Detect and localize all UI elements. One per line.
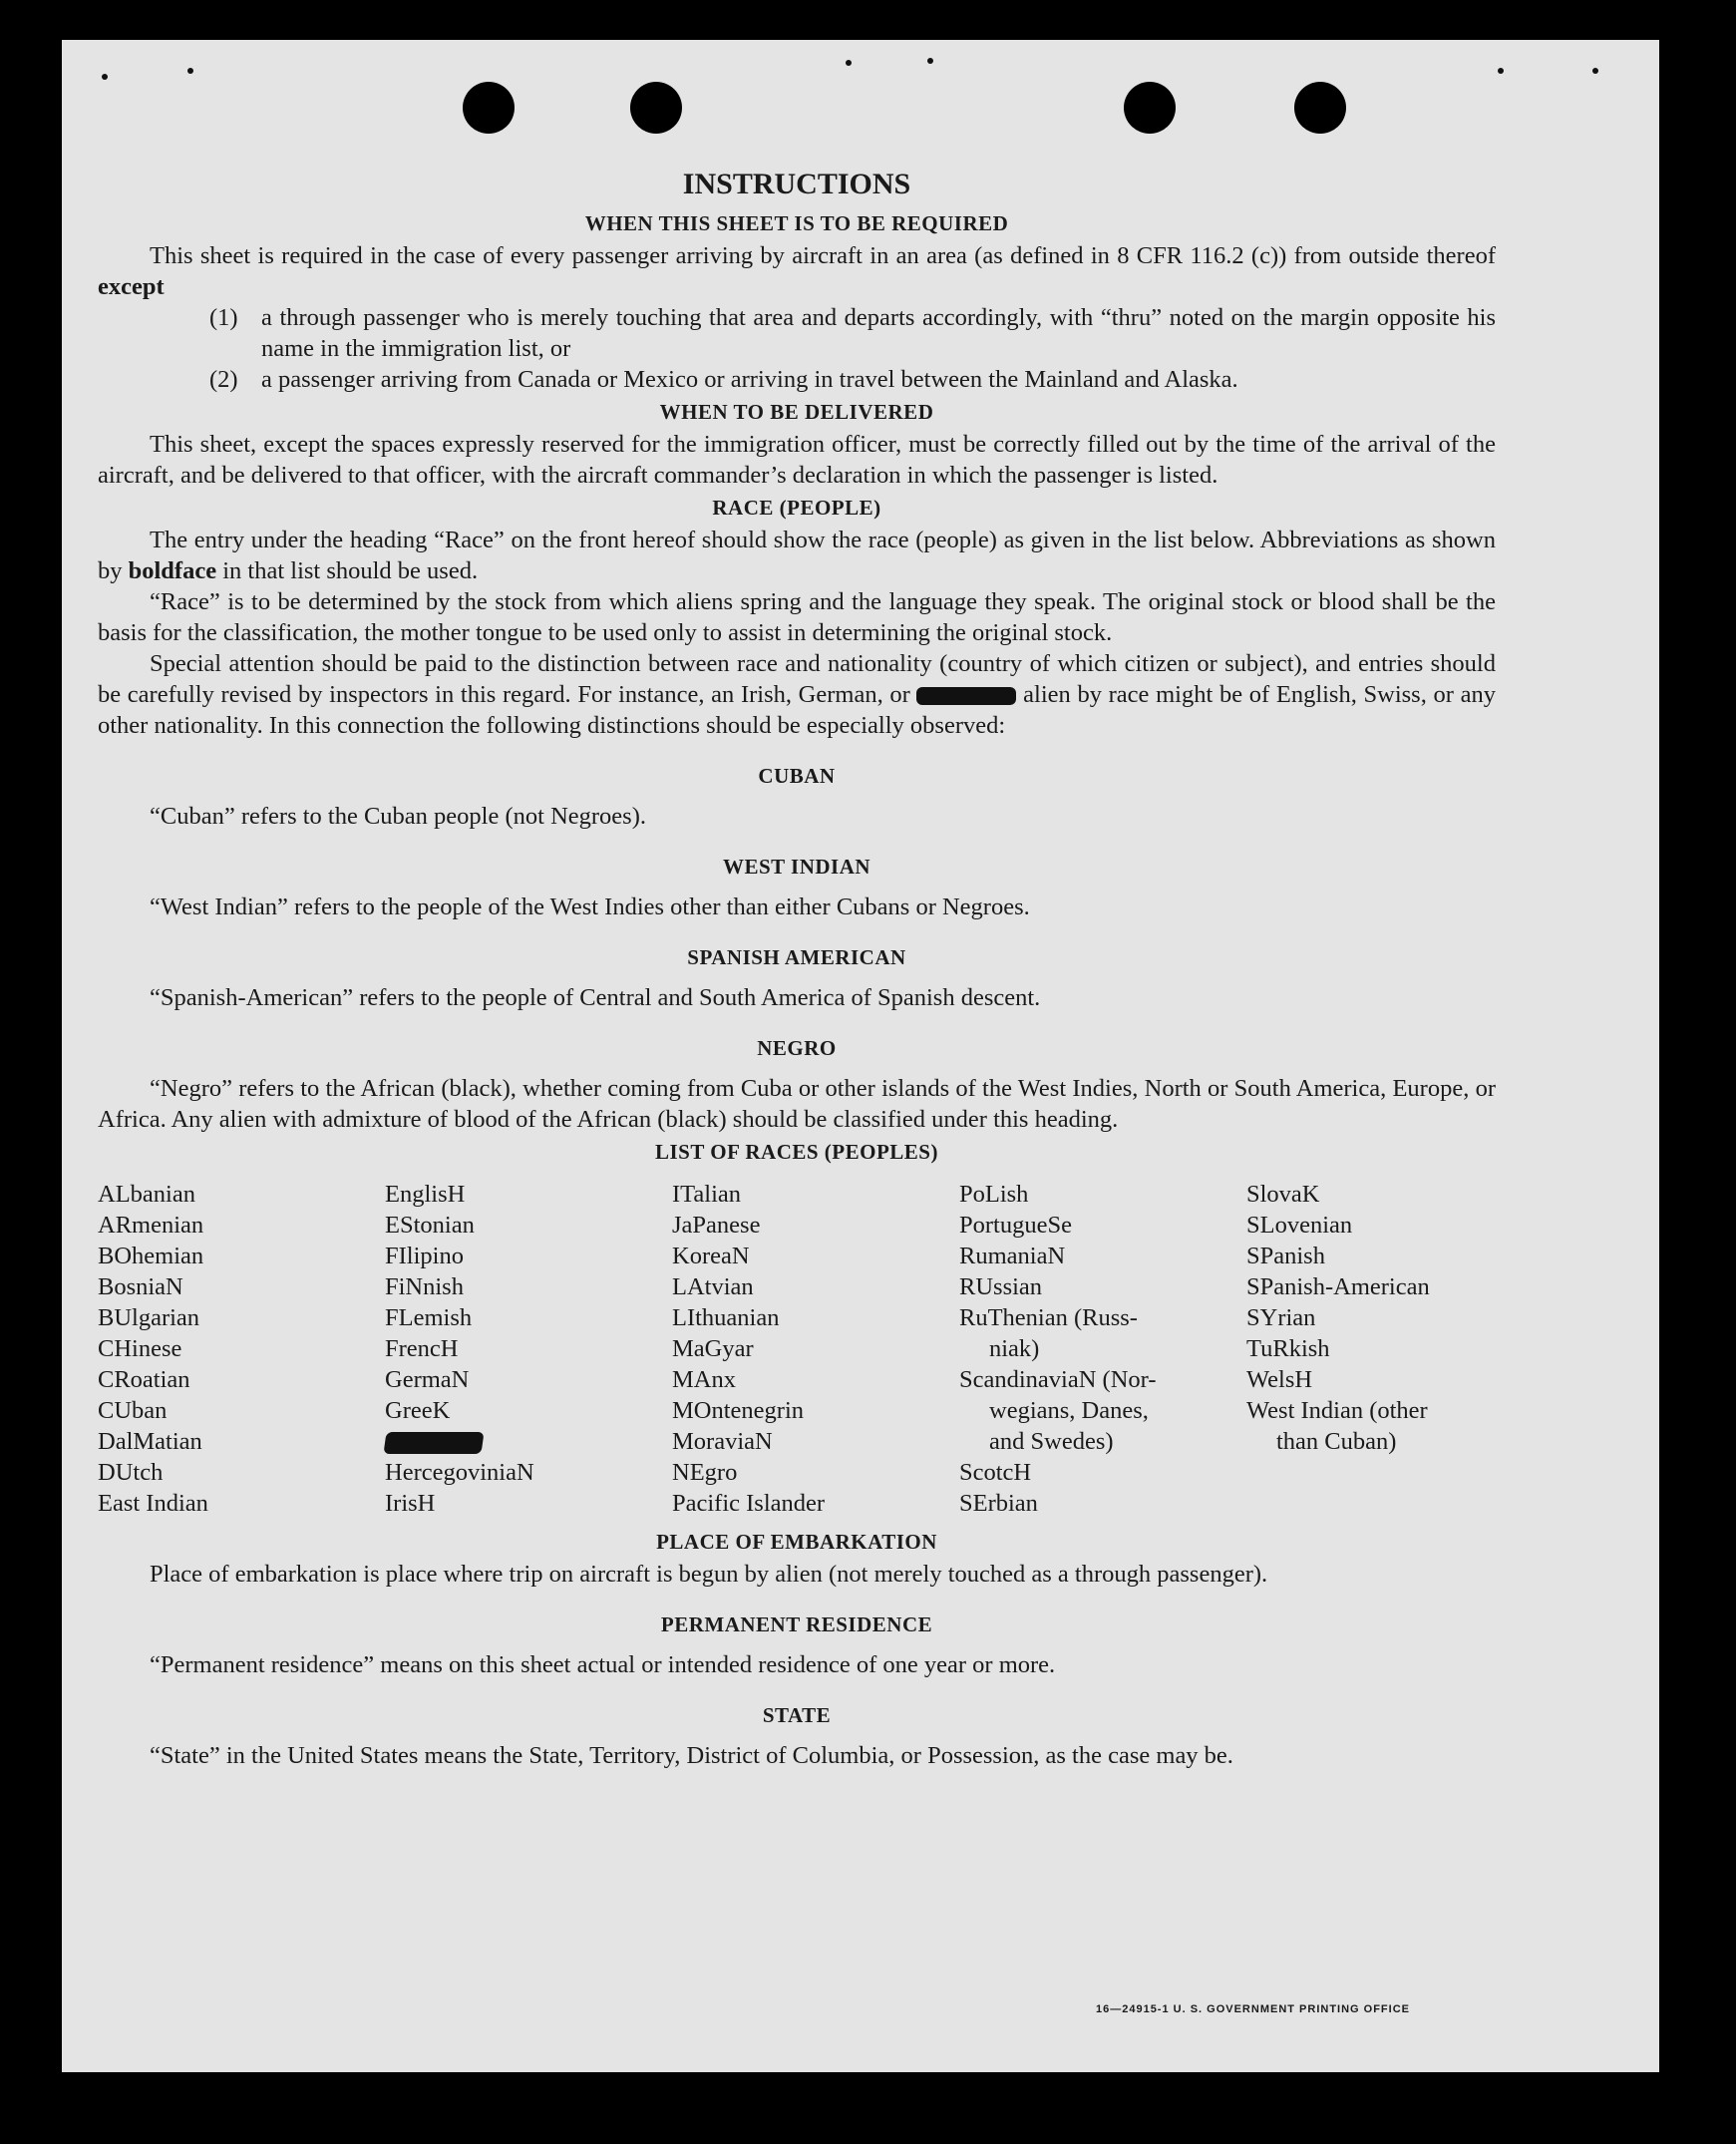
- race-column: [385, 1179, 672, 1519]
- section-heading: WHEN TO BE DELIVERED: [659, 400, 934, 424]
- race-item: ARmenian: [98, 1212, 204, 1239]
- race-list: [98, 1179, 1496, 1519]
- redacted-race-item: [385, 1426, 672, 1457]
- paragraph: “Permanent residence” means on this sheet actual or intended residence of one year or more.: [150, 1651, 1056, 1678]
- race-item: MoraviaN: [672, 1428, 773, 1455]
- speck: [102, 74, 108, 80]
- race-item: EStonian: [385, 1212, 475, 1239]
- redaction-mark: [916, 687, 1016, 705]
- speck: [1592, 68, 1598, 74]
- race-item: MAnx: [672, 1366, 736, 1393]
- race-item: Pacific Islander: [672, 1490, 826, 1517]
- race-item: FIlipino: [385, 1243, 464, 1269]
- race-item: SPanish-American: [1246, 1273, 1430, 1300]
- punch-hole: [463, 82, 515, 134]
- document-sheet: [62, 40, 1659, 2072]
- race-column: [959, 1179, 1246, 1519]
- speck: [846, 60, 852, 66]
- paragraph: Special attention should be paid to the distinction between race and nationality (country of which citizen or subject), and entries should be carefully revised by inspectors in this regard. For instance, an Irish, German, or alien by race might be of English, Swiss, or any other nationality. In this connection the following distinctions should be especially observed:: [98, 650, 1496, 739]
- race-item: ITalian: [672, 1181, 742, 1208]
- race-item: niak): [989, 1335, 1040, 1362]
- race-item: DUtch: [98, 1459, 164, 1486]
- race-item: ScandinaviaN (Nor-: [959, 1366, 1157, 1393]
- instructions-content: [98, 165, 1496, 1771]
- race-item: MOntenegrin: [672, 1397, 804, 1424]
- race-item: GermaN: [385, 1366, 470, 1393]
- race-item: ScotcH: [959, 1459, 1032, 1486]
- race-item: SPanish: [1246, 1243, 1325, 1269]
- race-item: BUlgarian: [98, 1304, 200, 1331]
- race-item: NEgro: [672, 1459, 738, 1486]
- race-item: ALbanian: [98, 1181, 195, 1208]
- section-heading: RACE (PEOPLE): [712, 496, 881, 520]
- section-heading: WHEN THIS SHEET IS TO BE REQUIRED: [584, 211, 1009, 235]
- section-heading: STATE: [762, 1703, 832, 1727]
- punch-hole: [630, 82, 682, 134]
- speck: [927, 58, 933, 64]
- race-item: LIthuanian: [672, 1304, 780, 1331]
- section-heading: SPANISH AMERICAN: [687, 945, 906, 969]
- section-heading: LIST OF RACES (PEOPLES): [655, 1140, 938, 1164]
- printer-imprint: 16—24915-1 U. S. GOVERNMENT PRINTING OFFICE: [1095, 2003, 1410, 2015]
- race-item: MaGyar: [672, 1335, 754, 1362]
- race-item: West Indian (other: [1246, 1397, 1428, 1424]
- speck: [1498, 68, 1504, 74]
- paragraph: “Negro” refers to the African (black), whether coming from Cuba or other islands of the West Indies, North or South America, Europe, or Africa. Any alien with admixture of blood of the African (black) should be classified under this heading.: [98, 1075, 1496, 1133]
- section-heading: NEGRO: [757, 1036, 837, 1060]
- race-item: JaPanese: [672, 1212, 761, 1239]
- race-item: RUssian: [959, 1273, 1043, 1300]
- race-item: SErbian: [959, 1490, 1038, 1517]
- punch-hole: [1124, 82, 1176, 134]
- race-item: FrencH: [385, 1335, 459, 1362]
- race-item: GreeK: [385, 1397, 451, 1424]
- race-item: EnglisH: [385, 1181, 466, 1208]
- race-item: CHinese: [98, 1335, 182, 1362]
- race-item: PortugueSe: [959, 1212, 1072, 1239]
- paragraph: “Spanish-American” refers to the people of Central and South America of Spanish descent.: [150, 984, 1041, 1011]
- paragraph: This sheet, except the spaces expressly reserved for the immigration officer, must be correctly filled out by the time of the arrival of the aircraft, and be delivered to that officer, with the aircraft commander’s declaration in which the passenger is listed.: [98, 431, 1496, 489]
- race-item: HercegoviniaN: [385, 1459, 534, 1486]
- race-item: and Swedes): [989, 1428, 1114, 1455]
- paragraph: “West Indian” refers to the people of the West Indies other than either Cubans or Negroes.: [150, 893, 1030, 920]
- section-heading: CUBAN: [758, 764, 836, 788]
- race-item: RuThenian (Russ-: [959, 1304, 1138, 1331]
- page-title: INSTRUCTIONS: [682, 168, 911, 200]
- race-item: wegians, Danes,: [989, 1397, 1149, 1424]
- race-item: BosniaN: [98, 1273, 183, 1300]
- section-heading: PLACE OF EMBARKATION: [656, 1530, 937, 1554]
- race-item: FiNnish: [385, 1273, 464, 1300]
- paragraph: “Race” is to be determined by the stock from which aliens spring and the language they speak. The original stock or blood shall be the basis for the classification, the mother tongue to be used only to assist in determining the original stock.: [98, 588, 1496, 646]
- race-item: FLemish: [385, 1304, 473, 1331]
- race-item: IrisH: [385, 1490, 436, 1517]
- section-heading: PERMANENT RESIDENCE: [660, 1612, 933, 1636]
- race-item: KoreaN: [672, 1243, 750, 1269]
- race-item: LAtvian: [672, 1273, 754, 1300]
- race-column: [672, 1179, 959, 1519]
- race-column: [98, 1179, 385, 1519]
- race-item: PoLish: [959, 1181, 1029, 1208]
- race-item: CRoatian: [98, 1366, 190, 1393]
- list-item: (2) a passenger arriving from Canada or Mexico or arriving in travel between the Mainland and Alaska.: [209, 366, 1238, 393]
- paragraph: “Cuban” refers to the Cuban people (not Negroes).: [150, 803, 646, 830]
- race-column: [1246, 1179, 1534, 1519]
- race-item: DalMatian: [98, 1428, 202, 1455]
- section-heading: WEST INDIAN: [722, 855, 871, 879]
- race-item: CUban: [98, 1397, 168, 1424]
- race-item: TuRkish: [1246, 1335, 1330, 1362]
- race-item: WelsH: [1246, 1366, 1313, 1393]
- race-item: RumaniaN: [959, 1243, 1066, 1269]
- paragraph: “State” in the United States means the State, Territory, District of Columbia, or Possession, as the case may be.: [150, 1742, 1233, 1769]
- punch-hole: [1294, 82, 1346, 134]
- list-item: (1) a through passenger who is merely touching that area and departs accordingly, with “thru” noted on the margin opposite his name in the immigration list, or: [209, 304, 1496, 362]
- race-item: East Indian: [98, 1490, 208, 1517]
- paragraph: This sheet is required in the case of every passenger arriving by aircraft in an area (as defined in 8 CFR 116.2 (c)) from outside thereof except: [98, 242, 1496, 300]
- paragraph: The entry under the heading “Race” on the front hereof should show the race (people) as given in the list below. Abbreviations as shown by boldface in that list should be used.: [98, 527, 1496, 584]
- race-item: SlovaK: [1246, 1181, 1320, 1208]
- race-item: BOhemian: [98, 1243, 204, 1269]
- speck: [187, 68, 193, 74]
- race-item: SLovenian: [1246, 1212, 1353, 1239]
- paragraph: Place of embarkation is place where trip on aircraft is begun by alien (not merely touched as a through passenger).: [150, 1561, 1268, 1588]
- race-item: than Cuban): [1276, 1428, 1397, 1455]
- race-item: SYrian: [1246, 1304, 1316, 1331]
